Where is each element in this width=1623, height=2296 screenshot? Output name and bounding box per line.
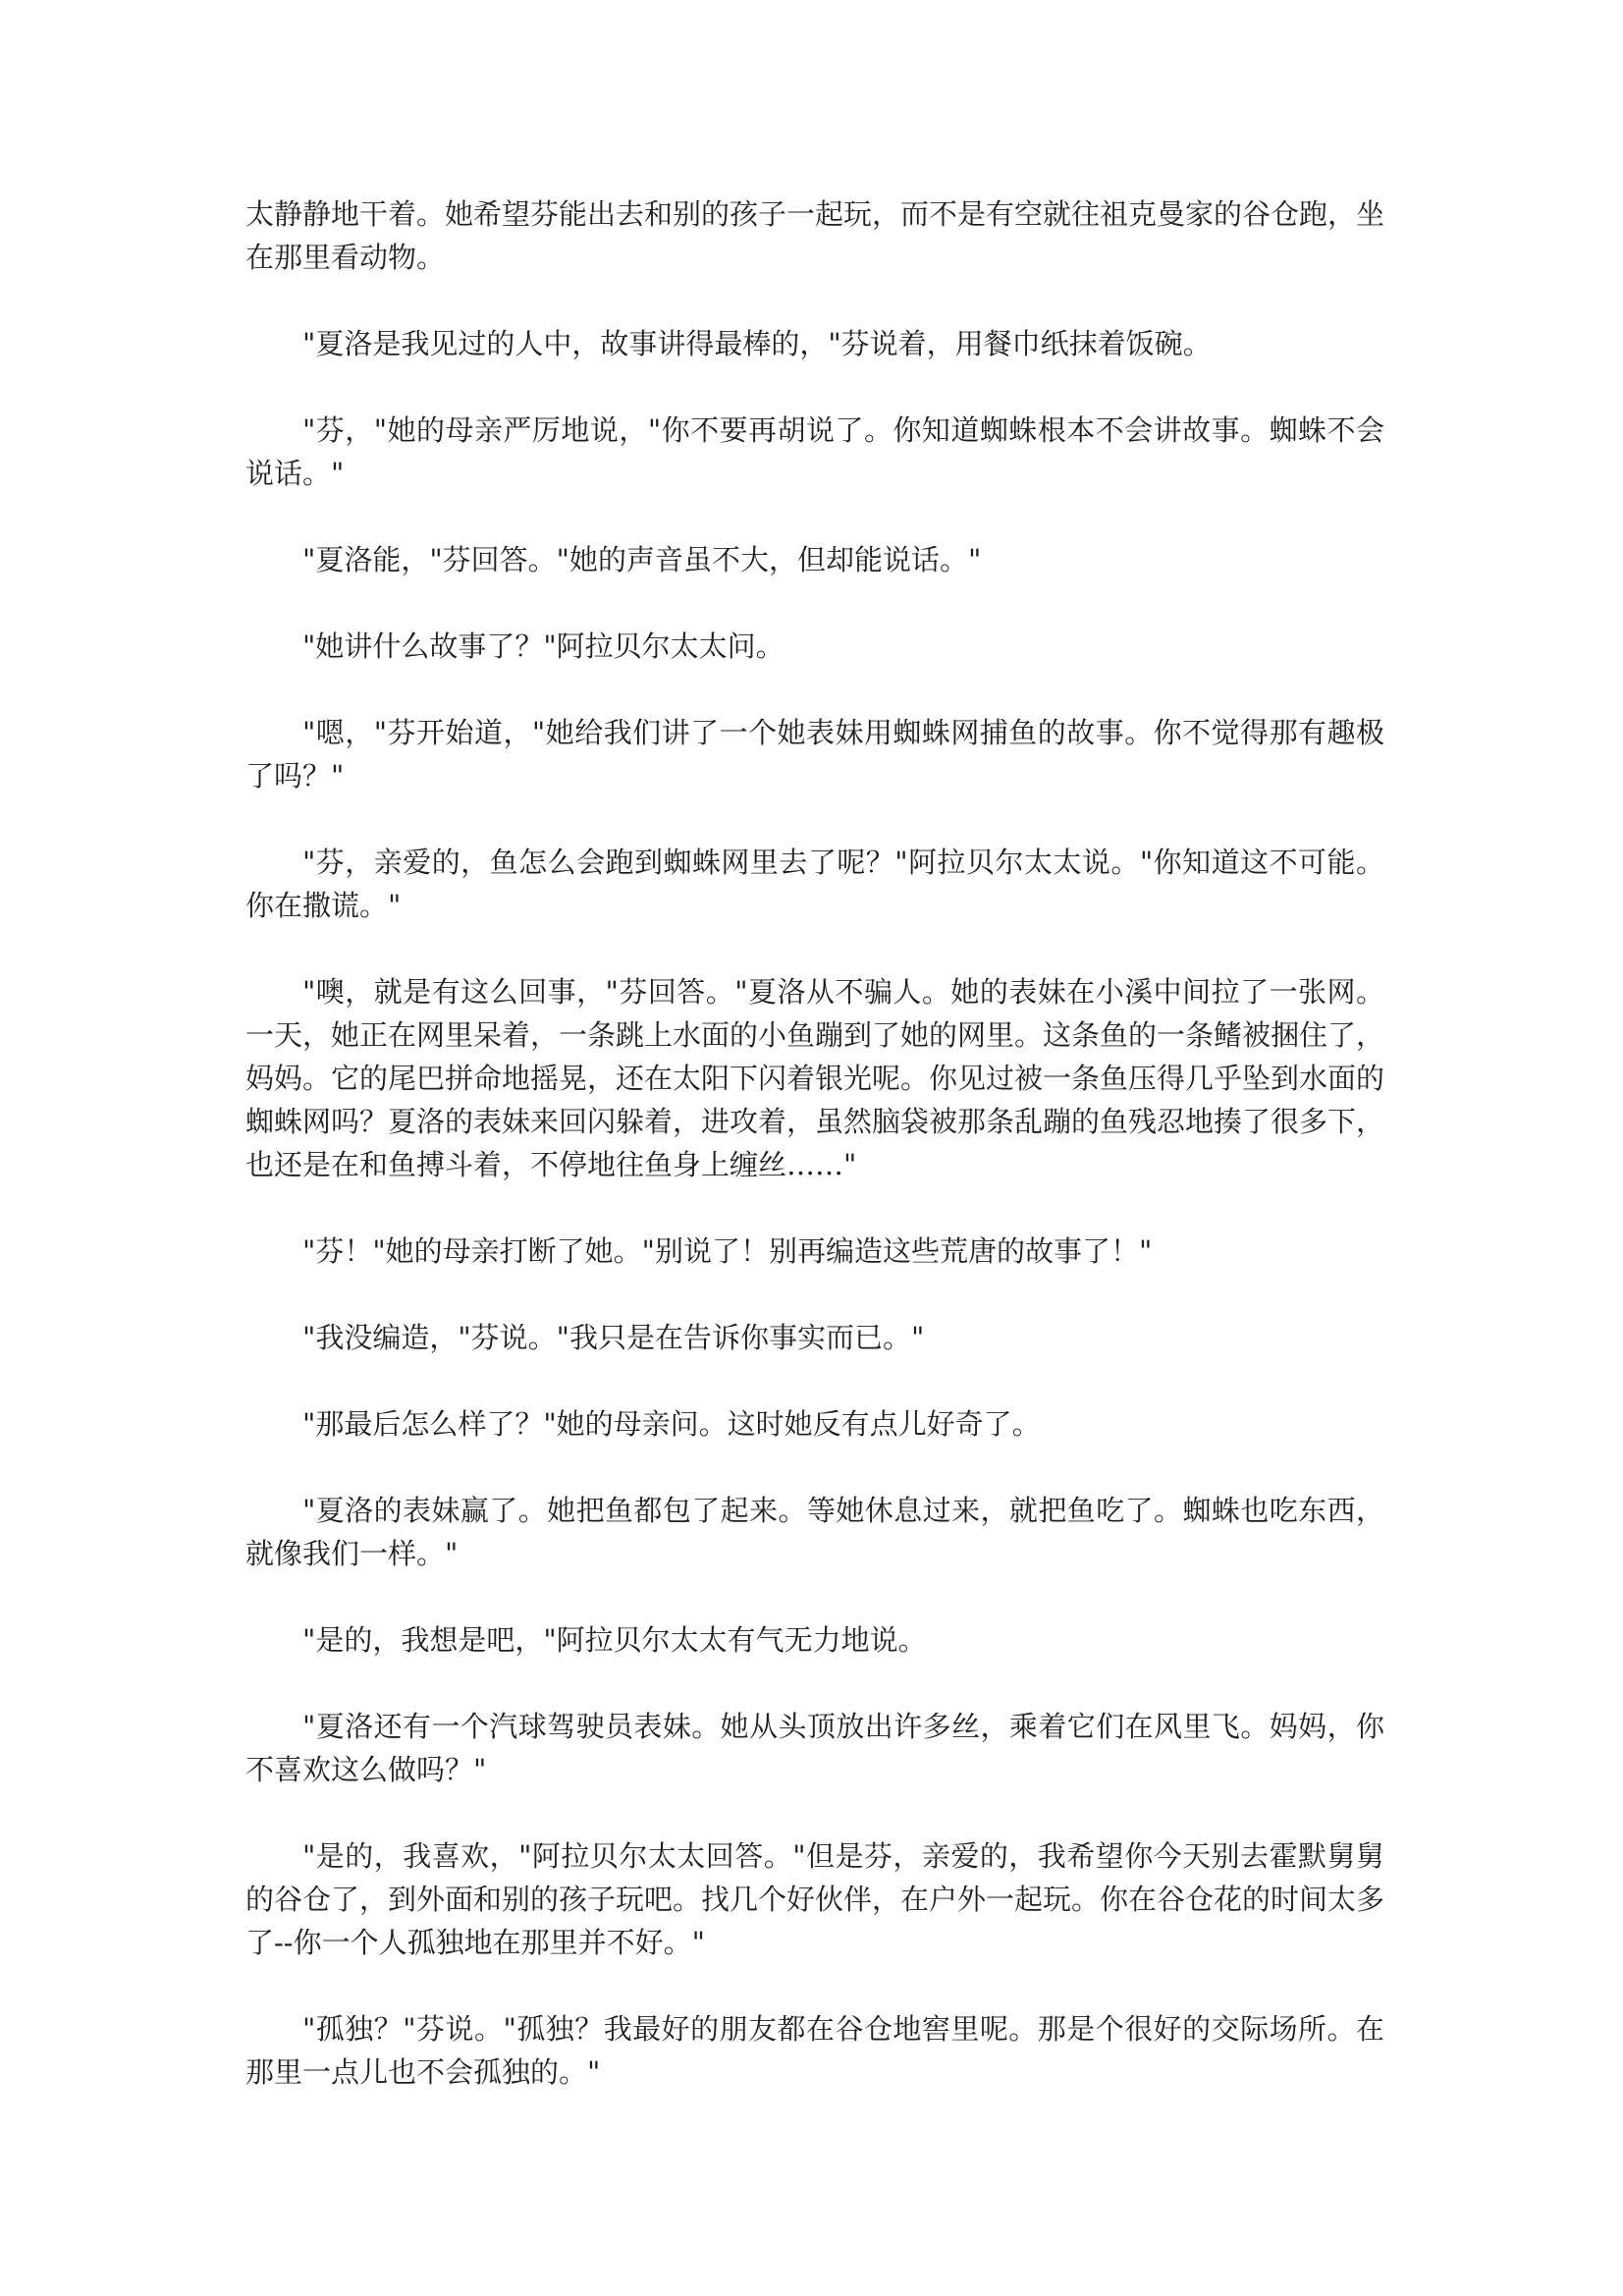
paragraph-continuation: 太静静地干着。她希望芬能出去和别的孩子一起玩，而不是有空就往祖克曼家的谷仓跑，坐在那里看动物。 (245, 197, 1385, 274)
paragraph: "夏洛还有一个汽球驾驶员表妹。她从头顶放出许多丝，乘着它们在风里飞。妈妈，你不喜欢这么做吗？" (245, 1710, 1384, 1786)
paragraph: "是的，我喜欢，"阿拉贝尔太太回答。"但是芬，亲爱的，我希望你今天别去霍默舅舅的谷仓了，到外面和别的孩子玩吧。找几个好伙伴，在户外一起玩。你在谷仓花的时间太多了--你一个人孤独地在那里并不好。" (245, 1839, 1385, 1959)
paragraph: "夏洛的表妹赢了。她把鱼都包了起来。等她休息过来，就把鱼吃了。蜘蛛也吃东西，就像我们一样。" (245, 1494, 1384, 1570)
paragraph: "夏洛是我见过的人中，故事讲得最棒的，"芬说着，用餐巾纸抹着饭碗。 (302, 327, 1212, 360)
paragraph: "芬！"她的母亲打断了她。"别说了！别再编造这些荒唐的故事了！" (302, 1234, 1153, 1268)
paragraph: "芬，"她的母亲严厉地说，"你不要再胡说了。你知道蜘蛛根本不会讲故事。蜘蛛不会说话。" (245, 413, 1384, 490)
paragraph: "夏洛能，"芬回答。"她的声音虽不大，但却能说话。" (302, 543, 982, 576)
document-body (245, 192, 1384, 2137)
paragraph: "嗯，"芬开始道，"她给我们讲了一个她表妹用蜘蛛网捕鱼的故事。你不觉得那有趣极了吗？" (245, 716, 1384, 793)
paragraph: "那最后怎么样了？"她的母亲问。这时她反有点儿好奇了。 (302, 1407, 1041, 1441)
paragraph: "我没编造，"芬说。"我只是在告诉你事实而已。" (302, 1321, 925, 1354)
paragraph: "噢，就是有这么回事，"芬回答。"夏洛从不骗人。她的表妹在小溪中间拉了一张网。一天，她正在网里呆着，一条跳上水面的小鱼蹦到了她的网里。这条鱼的一条鳍被捆住了，妈妈。它的尾巴拼命地摇晃，还在太阳下闪着银光呢。你见过被一条鱼压得几乎坠到水面的蜘蛛网吗？夏洛的表妹来回闪躲着，进攻着，虽然脑袋被那条乱蹦的鱼残忍地揍了很多下，也还是在和鱼搏斗着，不停地往鱼身上缠丝……" (245, 975, 1385, 1181)
paragraph: "芬，亲爱的，鱼怎么会跑到蜘蛛网里去了呢？"阿拉贝尔太太说。"你知道这不可能。你在撒谎。" (245, 846, 1384, 922)
paragraph: "孤独？"芬说。"孤独？我最好的朋友都在谷仓地窖里呢。那是个很好的交际场所。在那里一点儿也不会孤独的。" (245, 2012, 1384, 2089)
paragraph: "她讲什么故事了？"阿拉贝尔太太问。 (302, 629, 784, 663)
paragraph: "是的，我想是吧，"阿拉贝尔太太有气无力地说。 (302, 1623, 927, 1657)
